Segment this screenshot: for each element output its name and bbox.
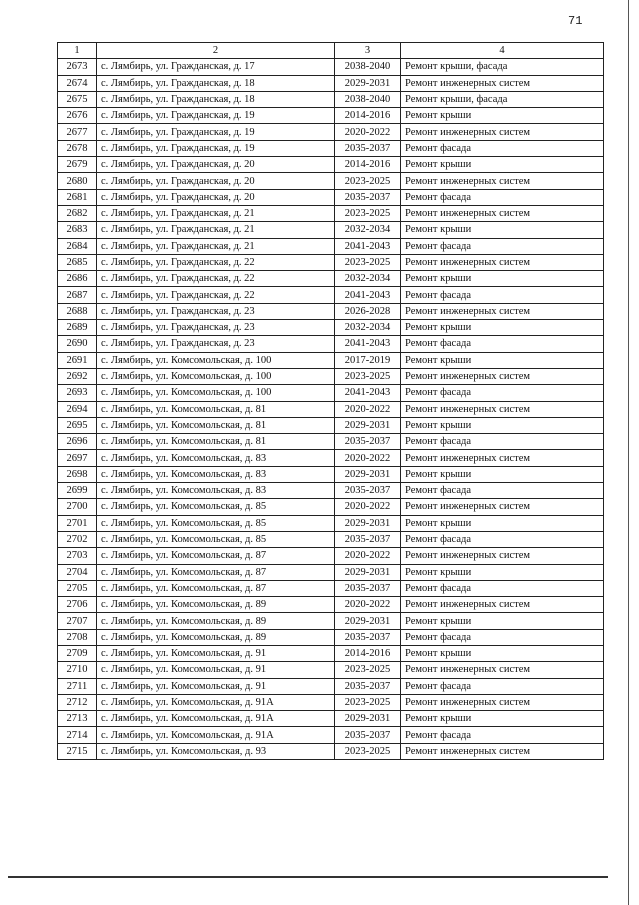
work-type-cell: Ремонт инженерных систем <box>401 303 604 319</box>
work-type-cell: Ремонт инженерных систем <box>401 75 604 91</box>
period-cell: 2035-2037 <box>335 483 401 499</box>
work-type-cell: Ремонт крыши <box>401 108 604 124</box>
page-number: 71 <box>568 14 583 28</box>
table-row <box>58 515 604 531</box>
work-type-cell: Ремонт крыши, фасада <box>401 91 604 107</box>
work-type-cell: Ремонт крыши <box>401 711 604 727</box>
period-cell: 2041-2043 <box>335 385 401 401</box>
address-cell: с. Лямбирь, ул. Комсомольская, д. 87 <box>97 548 335 564</box>
work-type-cell: Ремонт крыши <box>401 352 604 368</box>
table-row <box>58 173 604 189</box>
table-row <box>58 75 604 91</box>
work-type-cell: Ремонт крыши <box>401 320 604 336</box>
table-row <box>58 59 604 75</box>
table-row <box>58 548 604 564</box>
period-cell: 2020-2022 <box>335 450 401 466</box>
address-cell: с. Лямбирь, ул. Гражданская, д. 20 <box>97 157 335 173</box>
address-cell: с. Лямбирь, ул. Гражданская, д. 19 <box>97 124 335 140</box>
period-cell: 2029-2031 <box>335 75 401 91</box>
row-number-cell: 2702 <box>58 531 97 547</box>
address-cell: с. Лямбирь, ул. Комсомольская, д. 91А <box>97 727 335 743</box>
period-cell: 2023-2025 <box>335 743 401 759</box>
row-number-cell: 2690 <box>58 336 97 352</box>
row-number-cell: 2685 <box>58 254 97 270</box>
address-cell: с. Лямбирь, ул. Гражданская, д. 22 <box>97 287 335 303</box>
period-cell: 2032-2034 <box>335 271 401 287</box>
work-type-cell: Ремонт фасада <box>401 385 604 401</box>
page-bottom-rule <box>8 876 608 878</box>
work-type-cell: Ремонт фасада <box>401 727 604 743</box>
table-row <box>58 140 604 156</box>
address-cell: с. Лямбирь, ул. Комсомольская, д. 91А <box>97 711 335 727</box>
row-number-cell: 2713 <box>58 711 97 727</box>
work-type-cell: Ремонт крыши <box>401 515 604 531</box>
row-number-cell: 2707 <box>58 613 97 629</box>
work-type-cell: Ремонт инженерных систем <box>401 499 604 515</box>
row-number-cell: 2686 <box>58 271 97 287</box>
table-row <box>58 629 604 645</box>
work-type-cell: Ремонт фасада <box>401 483 604 499</box>
table-row <box>58 271 604 287</box>
row-number-cell: 2692 <box>58 368 97 384</box>
scan-edge-line <box>628 0 629 905</box>
address-cell: с. Лямбирь, ул. Комсомольская, д. 100 <box>97 368 335 384</box>
table-row <box>58 189 604 205</box>
address-cell: с. Лямбирь, ул. Гражданская, д. 22 <box>97 271 335 287</box>
row-number-cell: 2708 <box>58 629 97 645</box>
table-row <box>58 743 604 759</box>
work-type-cell: Ремонт инженерных систем <box>401 401 604 417</box>
work-type-cell: Ремонт крыши <box>401 157 604 173</box>
table-row <box>58 417 604 433</box>
row-number-cell: 2696 <box>58 434 97 450</box>
row-number-cell: 2689 <box>58 320 97 336</box>
address-cell: с. Лямбирь, ул. Гражданская, д. 19 <box>97 140 335 156</box>
period-cell: 2029-2031 <box>335 564 401 580</box>
period-cell: 2032-2034 <box>335 222 401 238</box>
address-cell: с. Лямбирь, ул. Комсомольская, д. 87 <box>97 564 335 580</box>
table-row <box>58 368 604 384</box>
row-number-cell: 2687 <box>58 287 97 303</box>
work-type-cell: Ремонт инженерных систем <box>401 450 604 466</box>
address-cell: с. Лямбирь, ул. Гражданская, д. 21 <box>97 205 335 221</box>
work-type-cell: Ремонт крыши <box>401 564 604 580</box>
table-row <box>58 678 604 694</box>
table-row <box>58 238 604 254</box>
work-type-cell: Ремонт инженерных систем <box>401 368 604 384</box>
period-cell: 2014-2016 <box>335 108 401 124</box>
row-number-cell: 2700 <box>58 499 97 515</box>
table-row <box>58 157 604 173</box>
address-cell: с. Лямбирь, ул. Комсомольская, д. 81 <box>97 434 335 450</box>
table-body <box>58 59 604 760</box>
table-row <box>58 531 604 547</box>
period-cell: 2035-2037 <box>335 580 401 596</box>
row-number-cell: 2709 <box>58 645 97 661</box>
column-header-work: 4 <box>401 43 604 59</box>
work-type-cell: Ремонт крыши <box>401 613 604 629</box>
period-cell: 2035-2037 <box>335 629 401 645</box>
column-header-period: 3 <box>335 43 401 59</box>
period-cell: 2035-2037 <box>335 434 401 450</box>
address-cell: с. Лямбирь, ул. Комсомольская, д. 85 <box>97 499 335 515</box>
row-number-cell: 2705 <box>58 580 97 596</box>
period-cell: 2020-2022 <box>335 548 401 564</box>
period-cell: 2041-2043 <box>335 287 401 303</box>
work-type-cell: Ремонт фасада <box>401 336 604 352</box>
period-cell: 2041-2043 <box>335 238 401 254</box>
table-row <box>58 320 604 336</box>
address-cell: с. Лямбирь, ул. Комсомольская, д. 81 <box>97 417 335 433</box>
period-cell: 2038-2040 <box>335 91 401 107</box>
table-row <box>58 385 604 401</box>
work-type-cell: Ремонт инженерных систем <box>401 205 604 221</box>
address-cell: с. Лямбирь, ул. Комсомольская, д. 87 <box>97 580 335 596</box>
table-header-row <box>58 43 604 59</box>
table-row <box>58 352 604 368</box>
work-type-cell: Ремонт крыши <box>401 271 604 287</box>
address-cell: с. Лямбирь, ул. Комсомольская, д. 81 <box>97 401 335 417</box>
row-number-cell: 2679 <box>58 157 97 173</box>
period-cell: 2023-2025 <box>335 254 401 270</box>
table-row <box>58 499 604 515</box>
address-cell: с. Лямбирь, ул. Гражданская, д. 18 <box>97 91 335 107</box>
address-cell: с. Лямбирь, ул. Гражданская, д. 18 <box>97 75 335 91</box>
table-row <box>58 91 604 107</box>
row-number-cell: 2682 <box>58 205 97 221</box>
table-row <box>58 254 604 270</box>
address-cell: с. Лямбирь, ул. Гражданская, д. 23 <box>97 303 335 319</box>
column-header-number: 1 <box>58 43 97 59</box>
address-cell: с. Лямбирь, ул. Комсомольская, д. 89 <box>97 629 335 645</box>
work-type-cell: Ремонт фасада <box>401 189 604 205</box>
table-row <box>58 483 604 499</box>
table-row <box>58 124 604 140</box>
period-cell: 2020-2022 <box>335 124 401 140</box>
repair-schedule-table <box>57 42 604 760</box>
row-number-cell: 2678 <box>58 140 97 156</box>
work-type-cell: Ремонт фасада <box>401 678 604 694</box>
table-row <box>58 401 604 417</box>
row-number-cell: 2688 <box>58 303 97 319</box>
row-number-cell: 2699 <box>58 483 97 499</box>
address-cell: с. Лямбирь, ул. Гражданская, д. 21 <box>97 238 335 254</box>
row-number-cell: 2711 <box>58 678 97 694</box>
period-cell: 2014-2016 <box>335 645 401 661</box>
row-number-cell: 2706 <box>58 597 97 613</box>
address-cell: с. Лямбирь, ул. Комсомольская, д. 83 <box>97 466 335 482</box>
work-type-cell: Ремонт инженерных систем <box>401 548 604 564</box>
work-type-cell: Ремонт крыши, фасада <box>401 59 604 75</box>
work-type-cell: Ремонт инженерных систем <box>401 662 604 678</box>
table-row <box>58 336 604 352</box>
period-cell: 2017-2019 <box>335 352 401 368</box>
table-row <box>58 222 604 238</box>
work-type-cell: Ремонт инженерных систем <box>401 254 604 270</box>
row-number-cell: 2681 <box>58 189 97 205</box>
period-cell: 2014-2016 <box>335 157 401 173</box>
work-type-cell: Ремонт крыши <box>401 645 604 661</box>
address-cell: с. Лямбирь, ул. Гражданская, д. 19 <box>97 108 335 124</box>
address-cell: с. Лямбирь, ул. Гражданская, д. 23 <box>97 320 335 336</box>
row-number-cell: 2704 <box>58 564 97 580</box>
address-cell: с. Лямбирь, ул. Комсомольская, д. 89 <box>97 597 335 613</box>
address-cell: с. Лямбирь, ул. Комсомольская, д. 85 <box>97 531 335 547</box>
work-type-cell: Ремонт инженерных систем <box>401 597 604 613</box>
row-number-cell: 2694 <box>58 401 97 417</box>
address-cell: с. Лямбирь, ул. Гражданская, д. 20 <box>97 173 335 189</box>
table-row <box>58 613 604 629</box>
table-row <box>58 450 604 466</box>
address-cell: с. Лямбирь, ул. Комсомольская, д. 100 <box>97 352 335 368</box>
period-cell: 2035-2037 <box>335 531 401 547</box>
period-cell: 2041-2043 <box>335 336 401 352</box>
period-cell: 2023-2025 <box>335 173 401 189</box>
table-row <box>58 303 604 319</box>
row-number-cell: 2676 <box>58 108 97 124</box>
row-number-cell: 2691 <box>58 352 97 368</box>
period-cell: 2026-2028 <box>335 303 401 319</box>
address-cell: с. Лямбирь, ул. Гражданская, д. 17 <box>97 59 335 75</box>
period-cell: 2023-2025 <box>335 205 401 221</box>
address-cell: с. Лямбирь, ул. Комсомольская, д. 91 <box>97 645 335 661</box>
work-type-cell: Ремонт фасада <box>401 238 604 254</box>
address-cell: с. Лямбирь, ул. Комсомольская, д. 100 <box>97 385 335 401</box>
period-cell: 2023-2025 <box>335 368 401 384</box>
row-number-cell: 2698 <box>58 466 97 482</box>
table-row <box>58 694 604 710</box>
work-type-cell: Ремонт инженерных систем <box>401 743 604 759</box>
work-type-cell: Ремонт инженерных систем <box>401 694 604 710</box>
address-cell: с. Лямбирь, ул. Гражданская, д. 21 <box>97 222 335 238</box>
table-row <box>58 580 604 596</box>
table-row <box>58 564 604 580</box>
work-type-cell: Ремонт фасада <box>401 531 604 547</box>
period-cell: 2020-2022 <box>335 597 401 613</box>
period-cell: 2029-2031 <box>335 515 401 531</box>
row-number-cell: 2715 <box>58 743 97 759</box>
work-type-cell: Ремонт инженерных систем <box>401 124 604 140</box>
table-row <box>58 662 604 678</box>
work-type-cell: Ремонт фасада <box>401 287 604 303</box>
row-number-cell: 2675 <box>58 91 97 107</box>
address-cell: с. Лямбирь, ул. Комсомольская, д. 91А <box>97 694 335 710</box>
address-cell: с. Лямбирь, ул. Гражданская, д. 22 <box>97 254 335 270</box>
address-cell: с. Лямбирь, ул. Комсомольская, д. 83 <box>97 450 335 466</box>
table-row <box>58 645 604 661</box>
address-cell: с. Лямбирь, ул. Комсомольская, д. 93 <box>97 743 335 759</box>
address-cell: с. Лямбирь, ул. Гражданская, д. 20 <box>97 189 335 205</box>
period-cell: 2035-2037 <box>335 140 401 156</box>
work-type-cell: Ремонт фасада <box>401 580 604 596</box>
period-cell: 2020-2022 <box>335 499 401 515</box>
row-number-cell: 2714 <box>58 727 97 743</box>
table-row <box>58 597 604 613</box>
period-cell: 2029-2031 <box>335 466 401 482</box>
column-header-address: 2 <box>97 43 335 59</box>
table-row <box>58 711 604 727</box>
row-number-cell: 2683 <box>58 222 97 238</box>
address-cell: с. Лямбирь, ул. Гражданская, д. 23 <box>97 336 335 352</box>
work-type-cell: Ремонт крыши <box>401 417 604 433</box>
table-row <box>58 466 604 482</box>
row-number-cell: 2697 <box>58 450 97 466</box>
period-cell: 2023-2025 <box>335 694 401 710</box>
row-number-cell: 2703 <box>58 548 97 564</box>
work-type-cell: Ремонт крыши <box>401 222 604 238</box>
work-type-cell: Ремонт инженерных систем <box>401 173 604 189</box>
period-cell: 2035-2037 <box>335 189 401 205</box>
row-number-cell: 2674 <box>58 75 97 91</box>
row-number-cell: 2710 <box>58 662 97 678</box>
row-number-cell: 2712 <box>58 694 97 710</box>
period-cell: 2020-2022 <box>335 401 401 417</box>
address-cell: с. Лямбирь, ул. Комсомольская, д. 85 <box>97 515 335 531</box>
row-number-cell: 2680 <box>58 173 97 189</box>
work-type-cell: Ремонт крыши <box>401 466 604 482</box>
period-cell: 2038-2040 <box>335 59 401 75</box>
period-cell: 2035-2037 <box>335 678 401 694</box>
address-cell: с. Лямбирь, ул. Комсомольская, д. 91 <box>97 678 335 694</box>
address-cell: с. Лямбирь, ул. Комсомольская, д. 83 <box>97 483 335 499</box>
row-number-cell: 2684 <box>58 238 97 254</box>
table-row <box>58 727 604 743</box>
table-row <box>58 108 604 124</box>
address-cell: с. Лямбирь, ул. Комсомольская, д. 89 <box>97 613 335 629</box>
row-number-cell: 2701 <box>58 515 97 531</box>
row-number-cell: 2673 <box>58 59 97 75</box>
row-number-cell: 2695 <box>58 417 97 433</box>
work-type-cell: Ремонт фасада <box>401 434 604 450</box>
work-type-cell: Ремонт фасада <box>401 629 604 645</box>
period-cell: 2032-2034 <box>335 320 401 336</box>
table-row <box>58 434 604 450</box>
period-cell: 2029-2031 <box>335 417 401 433</box>
period-cell: 2035-2037 <box>335 727 401 743</box>
period-cell: 2029-2031 <box>335 711 401 727</box>
table-row <box>58 205 604 221</box>
period-cell: 2029-2031 <box>335 613 401 629</box>
table-row <box>58 287 604 303</box>
row-number-cell: 2677 <box>58 124 97 140</box>
address-cell: с. Лямбирь, ул. Комсомольская, д. 91 <box>97 662 335 678</box>
row-number-cell: 2693 <box>58 385 97 401</box>
work-type-cell: Ремонт фасада <box>401 140 604 156</box>
period-cell: 2023-2025 <box>335 662 401 678</box>
